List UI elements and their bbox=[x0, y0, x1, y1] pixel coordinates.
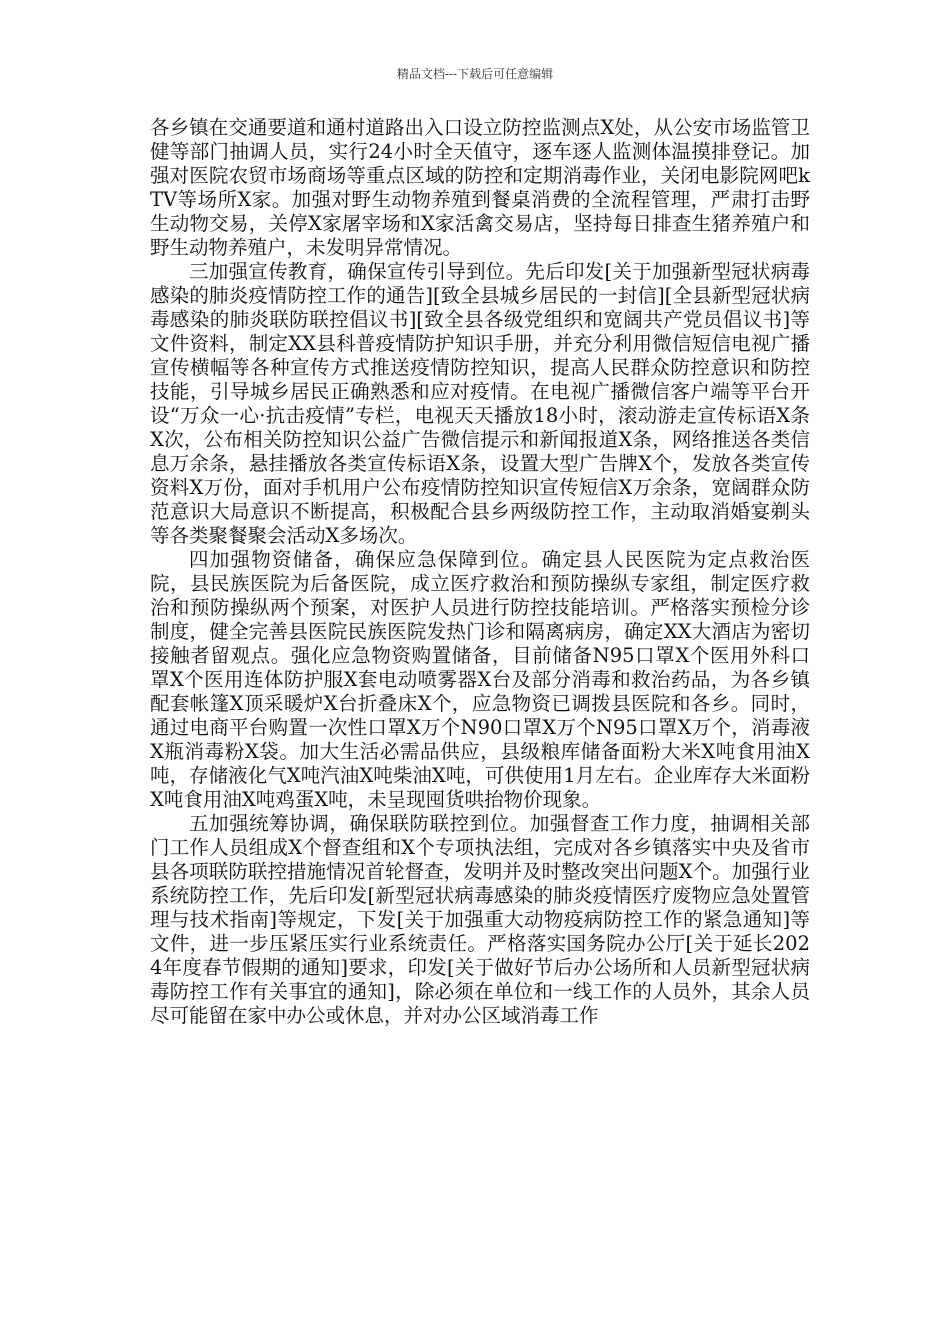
page-header: 精品文档---下载后可任意编辑 bbox=[396, 67, 554, 81]
paragraph-publicity: 三加强宣传教育，确保宣传引导到位。先后印发[关于加强新型冠状病毒感染的肺炎疫情防控工作的通告][致全县城乡居民的一封信][全县新型冠状病毒感染的肺炎联防联控倡议书][致全县各级党组织和宽阔共产党员倡议书]等文件资料，制定XX县科普疫情防护知识手册，并充分利用微信短信电视广播宣传横幅等各种宣传方式推送疫情防控知识，提高人民群众防控意识和防控技能，引导城乡居民正确熟悉和应对疫情。在电视广播微信客户端等平台开设“万众一心·抗击疫情”专栏，电视天天播放18小时，滚动游走宣传标语X条X次，公布相关防控知识公益广告微信提示和新闻报道X条，网络推送各类信息万余条，悬挂播放各类宣传标语X条，设置大型广告牌X个，发放各类宣传资料X万份，面对手机用户公布疫情防控知识宣传短信X万余条，宽阔群众防范意识大局意识不断提高，积极配合县乡两级防控工作，主动取消婚宴剃头等各类聚餐聚会活动X多场次。 bbox=[150, 260, 810, 547]
paragraph-continuation: 各乡镇在交通要道和通村道路出入口设立防控监测点X处，从公安市场监管卫健等部门抽调人员，实行24小时全天值守，逐车逐人监测体温摸排登记。加强对医院农贸市场商场等重点区域的防控和定期消毒作业，关闭电影院网吧kTV等场所X家。加强对野生动物养殖到餐桌消费的全流程管理，严肃打击野生动物交易，关停X家屠宰场和X家活禽交易店，坚持每日排查生猪养殖户和野生动物养殖户，未发明异常情况。 bbox=[150, 116, 810, 259]
document-body bbox=[150, 116, 810, 1028]
paragraph-coordination: 五加强统筹协调，确保联防联控到位。加强督查工作力度，抽调相关部门工作人员组成X个督查组和X个专项执法组，完成对各乡镇落实中央及省市县各项联防联控措施情况首轮督查，发明并及时整改突出问题X个。加强行业系统防控工作，先后印发[新型冠状病毒感染的肺炎疫情医疗废物应急处置管理与技术指南]等规定，下发[关于加强重大动物疫病防控工作的紧急通知]等文件，进一步压紧压实行业系统责任。严格落实国务院办公厅[关于延长2024年度春节假期的通知]要求，印发[关于做好节后办公场所和人员新型冠状病毒防控工作有关事宜的通知]，除必须在单位和一线工作的人员外，其余人员尽可能留在家中办公或休息，并对办公区域消毒工作 bbox=[150, 812, 810, 1027]
paragraph-supplies: 四加强物资储备，确保应急保障到位。确定县人民医院为定点救治医院，县民族医院为后备医院，成立医疗救治和预防操纵专家组，制定医疗救治和预防操纵两个预案，对医护人员进行防控技能培训。严格落实预检分诊制度，健全完善县医院民族医院发热门诊和隔离病房，确定XX大酒店为密切接触者留观点。强化应急物资购置储备，目前储备N95口罩X个医用外科口罩X个医用连体防护服X套电动喷雾器X台及部分消毒和救治药品，为各乡镇配套帐篷X顶采暖炉X台折叠床X个，应急物资已调拨县医院和各乡。同时，通过电商平台购置一次性口罩X万个N90口罩X万个N95口罩X万个，消毒液X瓶消毒粉X袋。加大生活必需品供应，县级粮库储备面粉大米X吨食用油X吨，存储液化气X吨汽油X吨柴油X吨，可供使用1月左右。企业库存大米面粉X吨食用油X吨鸡蛋X吨，未呈现囤货哄抬物价现象。 bbox=[150, 548, 810, 811]
